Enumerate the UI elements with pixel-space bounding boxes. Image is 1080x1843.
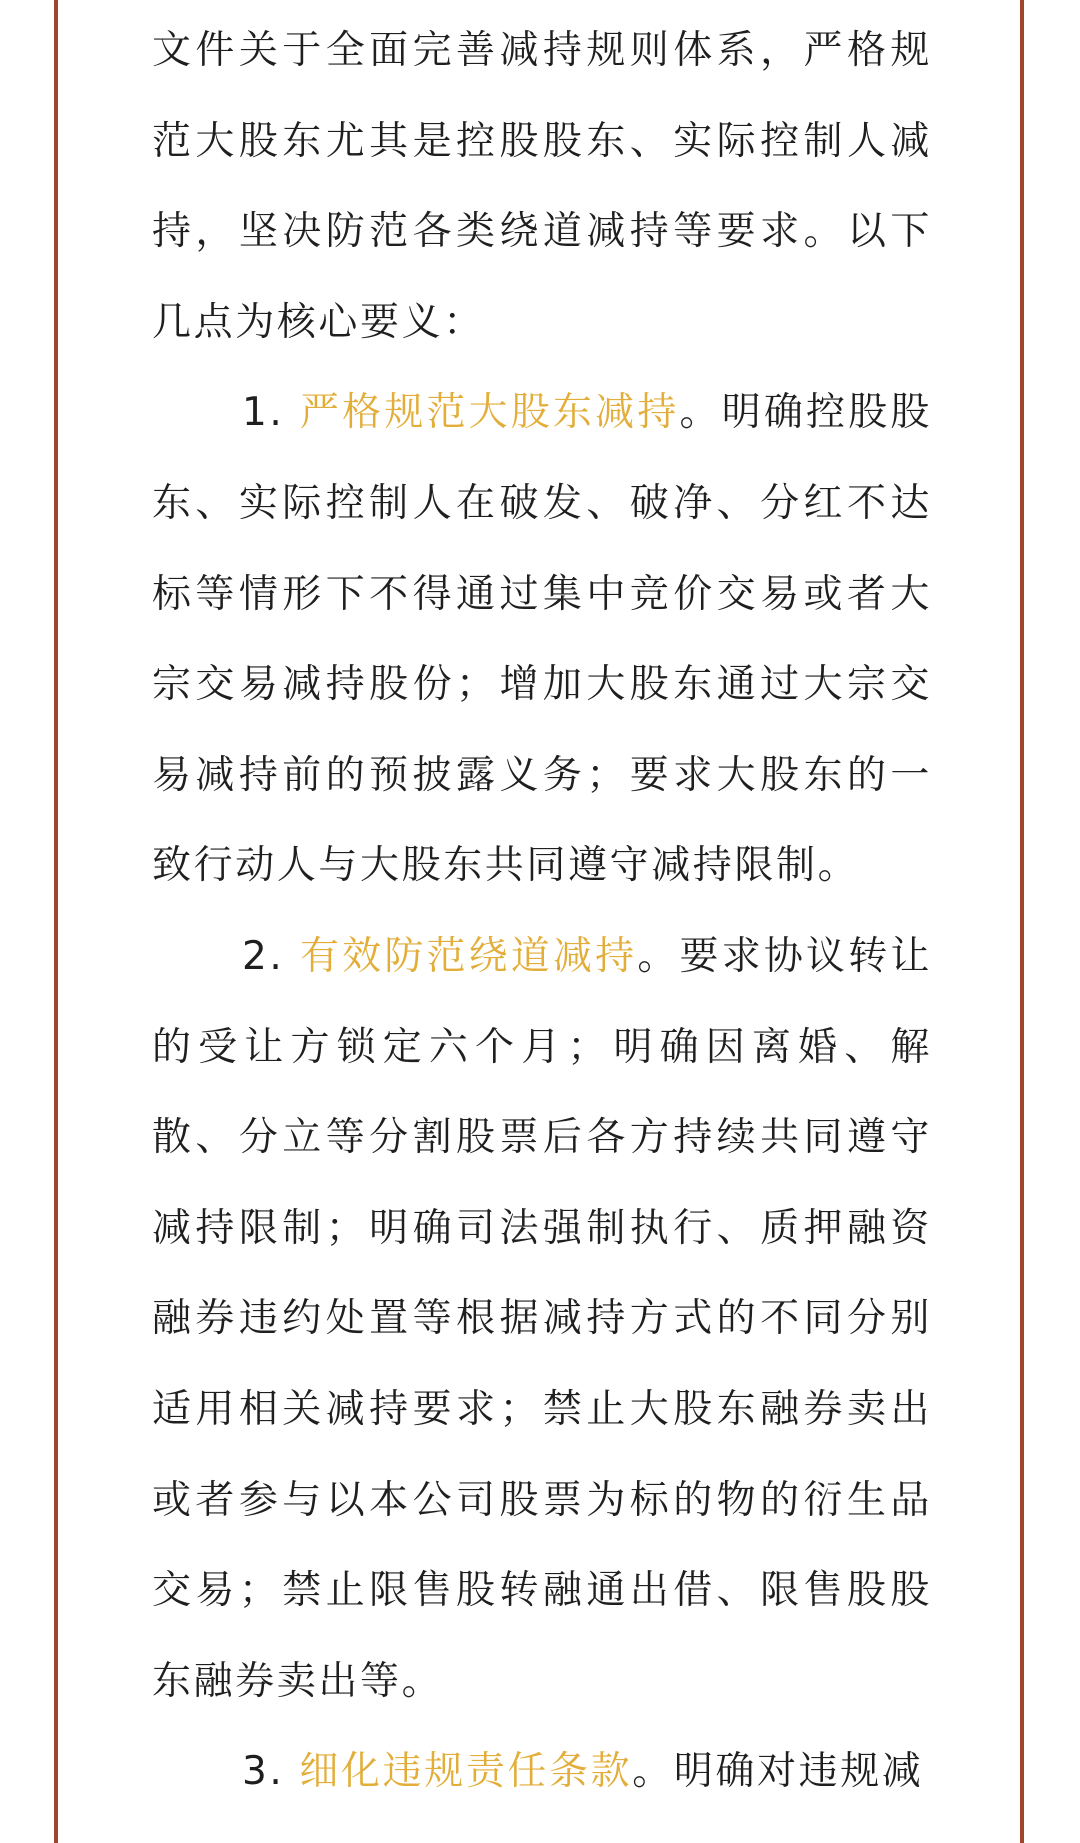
item-body: 。要求协议转让的受让方锁定六个月；明确因离婚、解散、分立等分割股票后各方持续共同遵守减持限制；明确司法强制执行、质押融资融券违约处置等根据减持方式的不同分别适用相关减持要求；禁止大股东融券卖出或者参与以本公司股票为标的物的衍生品交易；禁止限售股转融通出借、限售股股东融券卖出等。: [152, 933, 932, 1704]
list-item: [152, 368, 932, 912]
item-number: 1.: [242, 390, 300, 436]
article-body: [152, 6, 932, 1818]
list-item: [152, 1727, 932, 1818]
list-item: [152, 912, 932, 1727]
item-number: 2.: [242, 933, 300, 979]
item-heading: 细化违规责任条款: [299, 1749, 633, 1795]
item-heading: 严格规范大股东减持: [299, 390, 680, 436]
item-heading: 有效防范绕道减持: [299, 933, 638, 979]
item-body: 。明确对违规减: [632, 1749, 924, 1795]
item-body: 。明确控股股东、实际控制人在破发、破净、分红不达标等情形下不得通过集中竞价交易或者大宗交易减持股份；增加大股东通过大宗交易减持前的预披露义务；要求大股东的一致行动人与大股东共同遵守减持限制。: [152, 390, 932, 889]
left-border: [54, 0, 58, 1843]
item-number: 3.: [242, 1749, 300, 1795]
intro-paragraph: 文件关于全面完善减持规则体系，严格规范大股东尤其是控股股东、实际控制人减持，坚决防范各类绕道减持等要求。以下几点为核心要义：: [152, 28, 932, 345]
right-border: [1020, 0, 1024, 1843]
